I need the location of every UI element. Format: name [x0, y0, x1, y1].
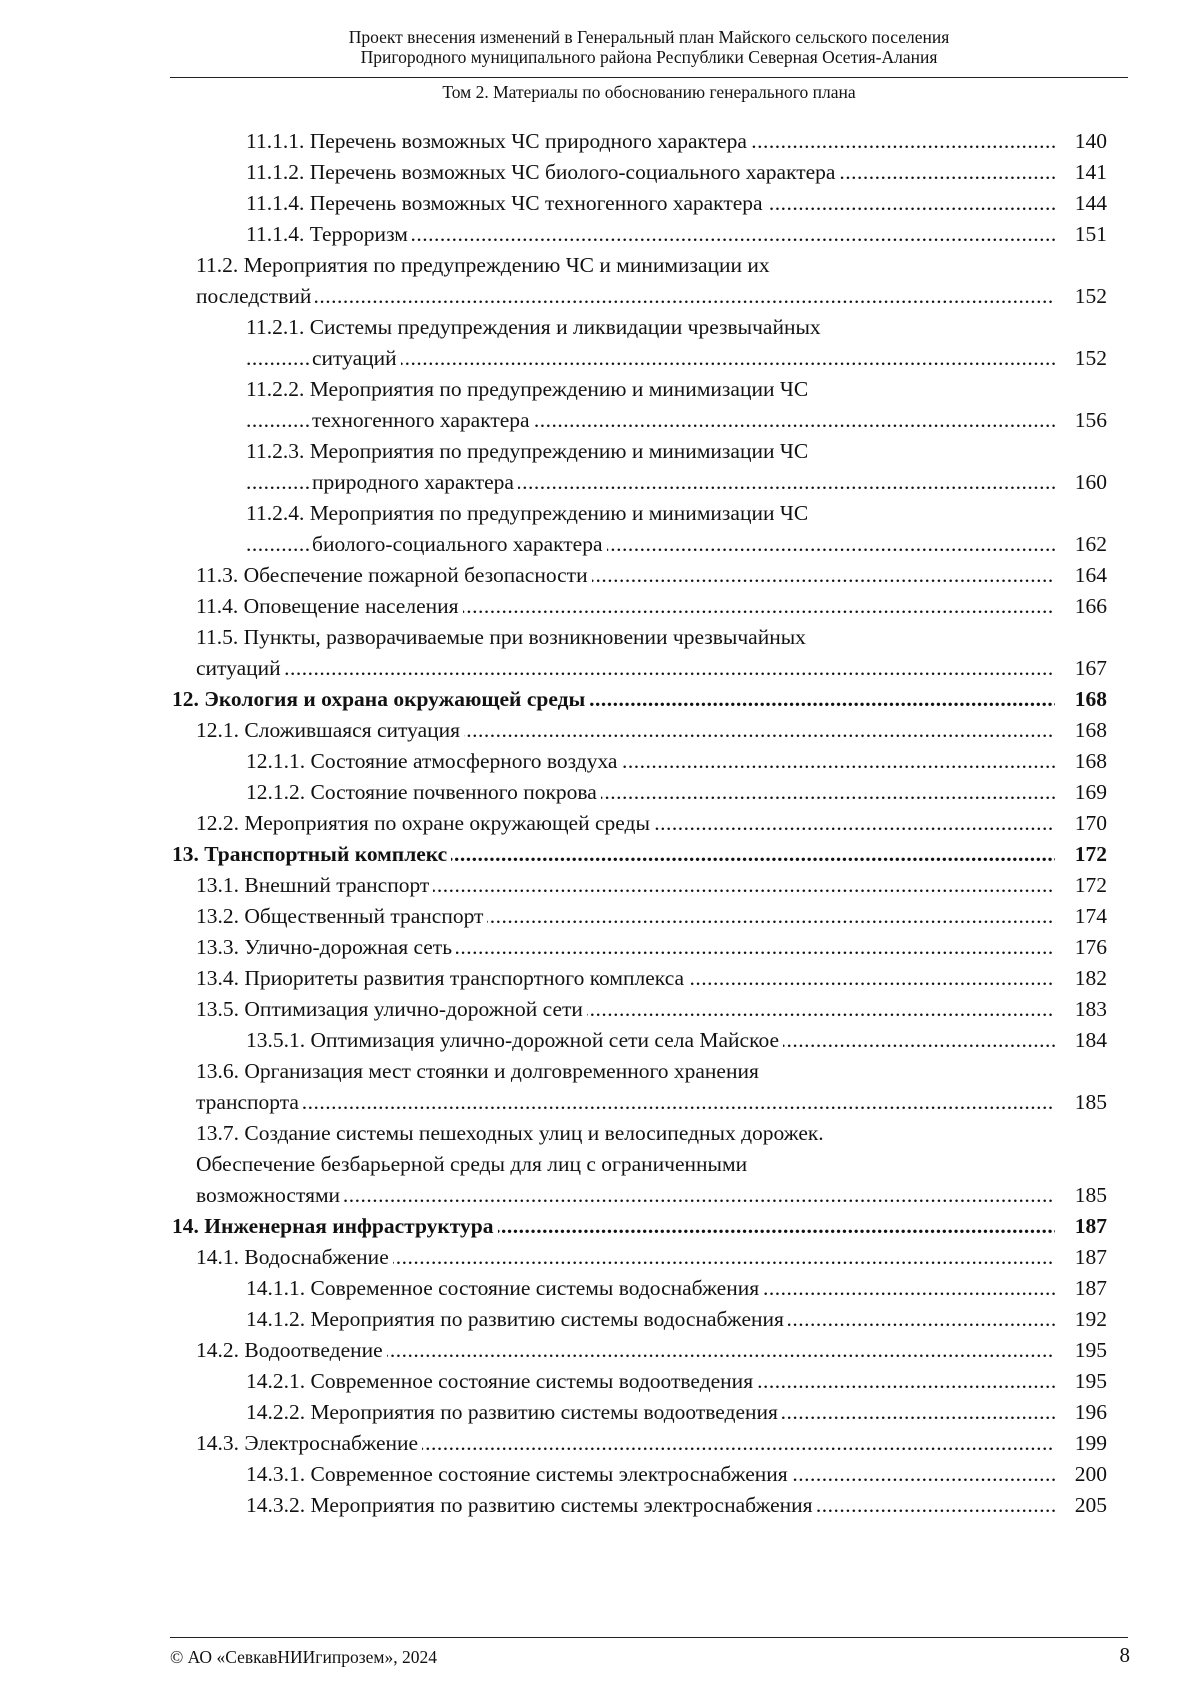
toc-entry-title-line: ситуаций	[312, 346, 401, 370]
toc-entry-page-number: 182	[1055, 963, 1107, 994]
toc-entry-page-number: 187	[1055, 1242, 1107, 1273]
toc-entry[interactable]	[172, 715, 1107, 746]
toc-entry[interactable]	[172, 808, 1107, 839]
toc-entry-title	[246, 1459, 1055, 1490]
toc-entry-title	[246, 1490, 1055, 1521]
toc-entry-page-number: 183	[1055, 994, 1107, 1025]
toc-entry-title-line: 14. Инженерная инфраструктура	[172, 1214, 498, 1238]
toc-entry-title-line: транспорта	[196, 1090, 303, 1114]
toc-entry[interactable]	[172, 901, 1107, 932]
toc-entry-title	[246, 374, 1055, 436]
toc-entry-title-line: последствий	[196, 284, 315, 308]
toc-entry-title-line: 11.1.4. Перечень возможных ЧС техногенного характера	[246, 191, 767, 215]
toc-entry-page-number: 170	[1055, 808, 1107, 839]
toc-entry-page-number: 168	[1055, 715, 1107, 746]
toc-entry-title-line: ситуаций	[196, 656, 285, 680]
toc-entry-page-number: 195	[1055, 1335, 1107, 1366]
toc-entry-title	[196, 1118, 1055, 1211]
toc-entry-title-line: техногенного характера	[312, 408, 534, 432]
toc-entry-title	[246, 1366, 1055, 1397]
toc-entry[interactable]	[172, 374, 1107, 436]
toc-entry[interactable]	[172, 1428, 1107, 1459]
toc-entry-title-line: 14.2.2. Мероприятия по развитию системы водоотведения	[246, 1400, 782, 1424]
toc-entry-title-line: 14.1.2. Мероприятия по развитию системы водоснабжения	[246, 1307, 788, 1331]
toc-entry-title-line: 14.3.2. Мероприятия по развитию системы электроснабжения	[246, 1493, 817, 1517]
toc-entry[interactable]	[172, 436, 1107, 498]
toc-entry-title	[196, 870, 1055, 901]
toc-entry-page-number: 168	[1055, 684, 1107, 715]
toc-entry-title-line: 12.1. Сложившаяся ситуация	[196, 718, 464, 742]
toc-entry-title	[196, 994, 1055, 1025]
toc-entry-title	[196, 250, 1055, 312]
toc-entry[interactable]	[172, 498, 1107, 560]
toc-entry[interactable]	[172, 1304, 1107, 1335]
toc-entry-page-number: 172	[1055, 839, 1107, 870]
toc-entry[interactable]	[172, 219, 1107, 250]
toc-entry[interactable]	[172, 684, 1107, 715]
toc-entry-title	[172, 839, 1055, 870]
toc-entry[interactable]	[172, 932, 1107, 963]
toc-entry-page-number: 199	[1055, 1428, 1107, 1459]
footer-divider	[170, 1637, 1128, 1638]
toc-entry-title-line: Обеспечение безбарьерной среды для лиц с ограниченными	[196, 1152, 751, 1176]
toc-entry[interactable]	[172, 1490, 1107, 1521]
toc-entry-page-number: 195	[1055, 1366, 1107, 1397]
toc-entry-page-number: 156	[1055, 405, 1107, 436]
toc-entry[interactable]	[172, 560, 1107, 591]
toc-entry-title	[196, 932, 1055, 963]
toc-entry-title	[196, 1242, 1055, 1273]
toc-entry-page-number: 160	[1055, 467, 1107, 498]
toc-entry-title-line: 12.1.2. Состояние почвенного покрова	[246, 780, 601, 804]
toc-entry-page-number: 187	[1055, 1211, 1107, 1242]
toc-entry-title-line: 11.2. Мероприятия по предупреждению ЧС и минимизации их	[196, 253, 774, 277]
toc-entry[interactable]	[172, 1025, 1107, 1056]
toc-entry-page-number: 168	[1055, 746, 1107, 777]
toc-entry-title-line: 11.1.4. Терроризм	[246, 222, 412, 246]
toc-entry-page-number: 192	[1055, 1304, 1107, 1335]
toc-entry-title	[196, 715, 1055, 746]
toc-entry-title	[196, 1056, 1055, 1118]
toc-entry-title-line: 14.2.1. Современное состояние системы водоотведения	[246, 1369, 757, 1393]
toc-entry-page-number: 176	[1055, 932, 1107, 963]
toc-entry-title-line: 11.4. Оповещение населения	[196, 594, 463, 618]
toc-entry-title	[172, 684, 1055, 715]
toc-entry[interactable]	[172, 839, 1107, 870]
toc-entry-page-number: 152	[1055, 281, 1107, 312]
toc-entry-page-number: 205	[1055, 1490, 1107, 1521]
toc-entry[interactable]	[172, 126, 1107, 157]
toc-entry-page-number: 185	[1055, 1180, 1107, 1211]
toc-entry-title-line: 12. Экология и охрана окружающей среды	[172, 687, 589, 711]
toc-entry-title	[246, 777, 1055, 808]
toc-entry-title-line: 14.1.1. Современное состояние системы водоснабжения	[246, 1276, 763, 1300]
toc-entry-title	[246, 157, 1055, 188]
toc-entry[interactable]	[172, 746, 1107, 777]
toc-entry-page-number: 169	[1055, 777, 1107, 808]
toc-entry-page-number: 144	[1055, 188, 1107, 219]
toc-entry-title	[196, 808, 1055, 839]
toc-entry-page-number: 162	[1055, 529, 1107, 560]
toc-entry-title-line: 14.2. Водоотведение	[196, 1338, 387, 1362]
toc-entry-page-number: 184	[1055, 1025, 1107, 1056]
toc-entry-page-number: 166	[1055, 591, 1107, 622]
toc-entry[interactable]	[172, 870, 1107, 901]
toc-entry-title-line: 13. Транспортный комплекс	[172, 842, 451, 866]
toc-entry-title	[196, 901, 1055, 932]
toc-entry-title	[172, 1211, 1055, 1242]
toc-entry[interactable]	[172, 622, 1107, 684]
toc-entry-title-line: 11.2.2. Мероприятия по предупреждению и минимизации ЧС	[246, 377, 812, 401]
toc-entry-title	[246, 498, 1055, 560]
toc-entry-title-line: 13.5.1. Оптимизация улично-дорожной сети села Майское	[246, 1028, 783, 1052]
toc-entry-page-number: 196	[1055, 1397, 1107, 1428]
toc-entry-title	[246, 746, 1055, 777]
toc-entry[interactable]	[172, 994, 1107, 1025]
toc-entry-title-line: 13.7. Создание системы пешеходных улиц и велосипедных дорожек.	[196, 1121, 828, 1145]
header-volume-title: Том 2. Материалы по обоснованию генерального плана	[442, 82, 856, 102]
toc-entry-title	[246, 1397, 1055, 1428]
toc-entry-title	[246, 126, 1055, 157]
toc-entry-title-line: 11.3. Обеспечение пожарной безопасности	[196, 563, 592, 587]
toc-entry-title-line: 11.2.4. Мероприятия по предупреждению и минимизации ЧС	[246, 501, 812, 525]
toc-entry-page-number: 152	[1055, 343, 1107, 374]
toc-entry-page-number: 185	[1055, 1087, 1107, 1118]
toc-entry-title	[196, 1335, 1055, 1366]
toc-entry[interactable]	[172, 1242, 1107, 1273]
toc-entry-title-line: природного характера	[312, 470, 518, 494]
toc-entry-title-line: 13.3. Улично-дорожная сеть	[196, 935, 456, 959]
toc-entry-title	[196, 963, 1055, 994]
toc-entry-page-number: 200	[1055, 1459, 1107, 1490]
toc-entry-page-number: 174	[1055, 901, 1107, 932]
toc-entry-page-number: 141	[1055, 157, 1107, 188]
toc-entry[interactable]	[172, 1366, 1107, 1397]
toc-entry-page-number: 172	[1055, 870, 1107, 901]
toc-entry[interactable]	[172, 157, 1107, 188]
toc-entry-title	[196, 1428, 1055, 1459]
toc-entry-page-number: 164	[1055, 560, 1107, 591]
toc-entry-title-line: 13.6. Организация мест стоянки и долговременного хранения	[196, 1059, 763, 1083]
toc-entry-page-number: 140	[1055, 126, 1107, 157]
toc-entry-title-line: 14.3. Электроснабжение	[196, 1431, 422, 1455]
toc-entry[interactable]	[172, 1118, 1107, 1211]
toc-entry-title-line: 13.1. Внешний транспорт	[196, 873, 433, 897]
header-title-line-1: Проект внесения изменений в Генеральный план Майского сельского поселения	[348, 27, 950, 47]
toc-entry[interactable]	[172, 1335, 1107, 1366]
toc-entry[interactable]	[172, 1273, 1107, 1304]
toc-entry-page-number: 167	[1055, 653, 1107, 684]
toc-entry-title	[196, 622, 1055, 684]
toc-entry-title-line: 11.2.3. Мероприятия по предупреждению и минимизации ЧС	[246, 439, 812, 463]
toc-entry-title	[246, 1025, 1055, 1056]
toc-entry-title	[246, 1273, 1055, 1304]
toc-entry[interactable]	[172, 1211, 1107, 1242]
toc-entry-title-line: возможностями	[196, 1183, 344, 1207]
toc-entry[interactable]	[172, 963, 1107, 994]
toc-entry-title-line: 12.1.1. Состояние атмосферного воздуха	[246, 749, 621, 773]
toc-entry[interactable]	[172, 1459, 1107, 1490]
toc-entry-title	[246, 219, 1055, 250]
table-of-contents	[172, 126, 1107, 1521]
toc-entry-title	[246, 436, 1055, 498]
toc-entry-page-number: 151	[1055, 219, 1107, 250]
footer-copyright: © АО «СевкавНИИгипрозем», 2024	[170, 1647, 437, 1667]
toc-entry-title-line: 13.4. Приоритеты развития транспортного комплекса	[196, 966, 688, 990]
toc-entry[interactable]	[172, 1056, 1107, 1118]
document-header	[170, 27, 1128, 67]
toc-entry-title-line: 11.5. Пункты, разворачиваемые при возникновении чрезвычайных	[196, 625, 810, 649]
toc-entry-title-line: 13.2. Общественный транспорт	[196, 904, 487, 928]
toc-entry-title	[246, 312, 1055, 374]
toc-entry-title-line: 11.2.1. Системы предупреждения и ликвидации чрезвычайных	[246, 315, 825, 339]
toc-entry-title	[246, 188, 1055, 219]
toc-entry[interactable]	[172, 188, 1107, 219]
toc-entry-title-line: 11.1.1. Перечень возможных ЧС природного характера	[246, 129, 751, 153]
toc-entry[interactable]	[172, 250, 1107, 312]
header-divider	[170, 77, 1128, 78]
toc-entry[interactable]	[172, 312, 1107, 374]
toc-entry-title-line: биолого-социального характера	[312, 532, 607, 556]
toc-entry-title-line: 13.5. Оптимизация улично-дорожной сети	[196, 997, 587, 1021]
toc-entry-title	[196, 560, 1055, 591]
toc-entry[interactable]	[172, 591, 1107, 622]
header-title-line-2: Пригородного муниципального района Республики Северная Осетия-Алания	[360, 47, 938, 67]
toc-entry-title-line: 14.3.1. Современное состояние системы электроснабжения	[246, 1462, 792, 1486]
toc-entry-title	[196, 591, 1055, 622]
toc-entry-page-number: 187	[1055, 1273, 1107, 1304]
toc-entry-title-line: 11.1.2. Перечень возможных ЧС биолого-социального характера	[246, 160, 839, 184]
footer-page-number: 8	[1119, 1643, 1130, 1667]
toc-entry-title-line: 12.2. Мероприятия по охране окружающей среды	[196, 811, 654, 835]
toc-entry[interactable]	[172, 1397, 1107, 1428]
toc-entry[interactable]	[172, 777, 1107, 808]
toc-entry-title-line: 14.1. Водоснабжение	[196, 1245, 393, 1269]
toc-entry-title	[246, 1304, 1055, 1335]
